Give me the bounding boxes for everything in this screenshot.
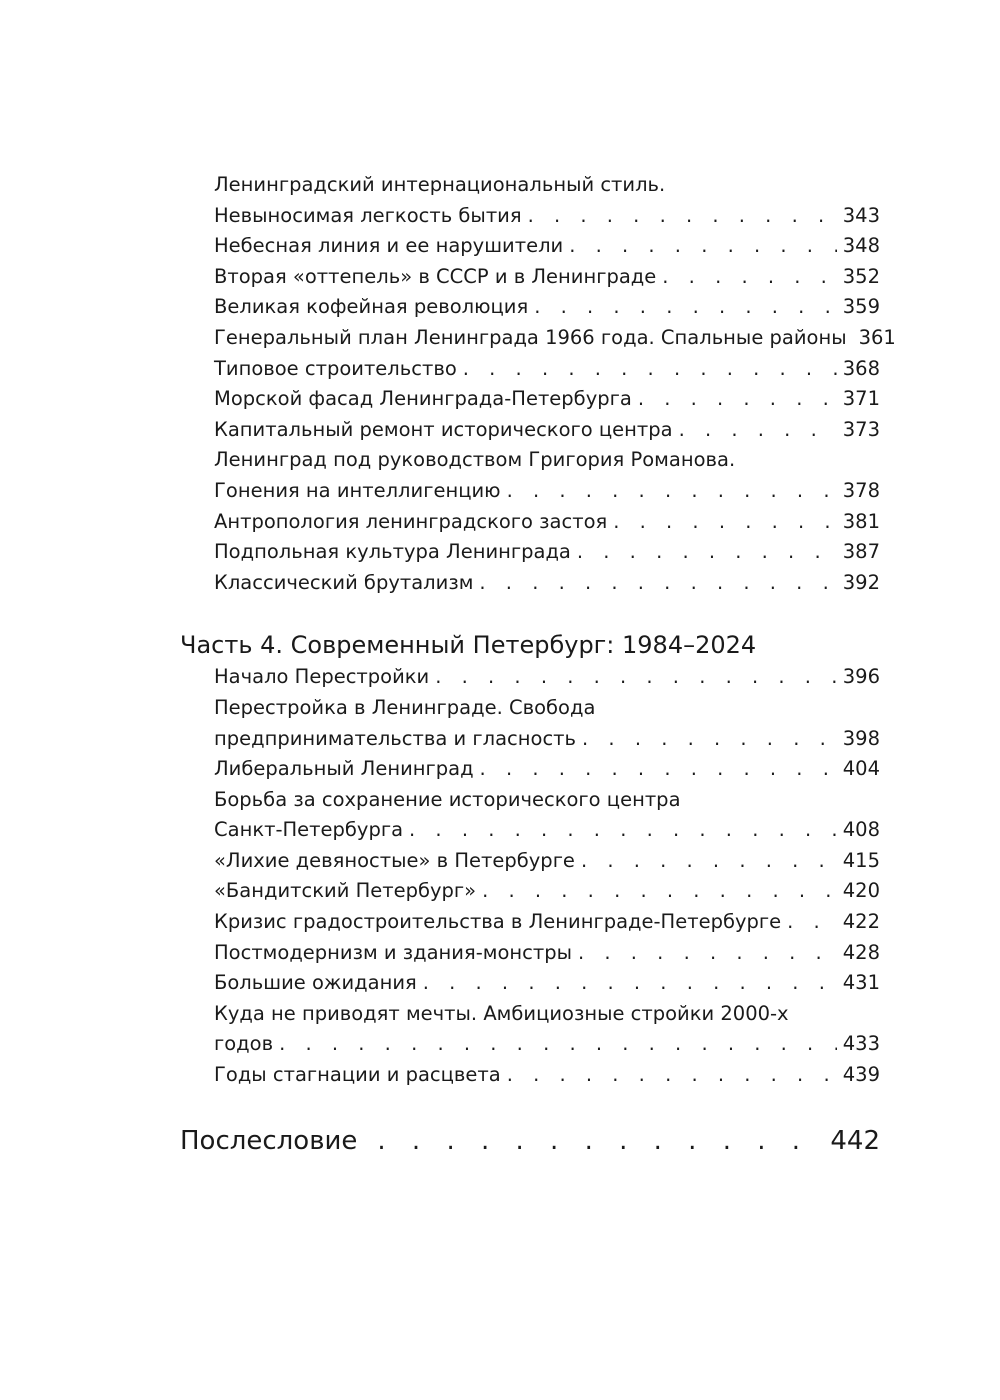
- toc-entry-page: 352: [842, 264, 880, 288]
- toc-entry-title: Ленинградский интернациональный стиль.: [214, 173, 666, 196]
- toc-entry-page: 433: [842, 1032, 880, 1056]
- toc-entry-title: Начало Перестройки: [214, 665, 430, 689]
- toc-entry-page: 348: [842, 234, 880, 258]
- toc-entry: [180, 323, 896, 354]
- toc-entry-page: 428: [842, 940, 880, 964]
- toc-entry-page: 420: [842, 879, 880, 903]
- toc-entry-title: Антропология ленинградского застоя: [214, 509, 608, 533]
- toc-entry-title: Великая кофейная революция: [214, 295, 529, 319]
- toc-entry: [180, 815, 880, 846]
- toc-entry: [180, 1060, 880, 1091]
- toc-entry-page: 371: [842, 387, 880, 411]
- dot-leader: [569, 231, 837, 262]
- toc-entry: [180, 785, 880, 816]
- toc-entry: [180, 938, 880, 969]
- dot-leader: [507, 476, 837, 507]
- part4-entry-list: [180, 662, 880, 1090]
- dot-leader: [534, 292, 837, 323]
- toc-entry-title: Санкт-Петербурга: [214, 818, 404, 842]
- toc-entry: [180, 231, 880, 262]
- dot-leader: [577, 537, 837, 568]
- part3-entry-list: [180, 170, 896, 598]
- dot-leader: [480, 754, 837, 785]
- dot-leader: [578, 938, 837, 969]
- toc-entry-title: Невыносимая легкость бытия: [214, 203, 522, 227]
- toc-entry-title: Перестройка в Ленинграде. Свобода: [214, 695, 596, 719]
- toc-entry: [180, 292, 880, 323]
- toc-entry-page: 378: [842, 478, 880, 502]
- toc-entry-page: 392: [842, 570, 880, 594]
- toc-entry-page: 387: [842, 540, 880, 564]
- toc-entry: [180, 968, 880, 999]
- toc-entry-page: 404: [842, 757, 880, 781]
- afterword-entry: [180, 1121, 880, 1161]
- toc-entry-page: 422: [842, 910, 880, 934]
- dot-leader: [482, 876, 837, 907]
- toc-entry: [180, 262, 880, 293]
- toc-entry-title: Небесная линия и ее нарушители: [214, 234, 564, 258]
- dot-leader: [377, 1121, 824, 1161]
- dot-leader: [507, 1060, 837, 1091]
- toc-entry-page: 431: [842, 971, 880, 995]
- toc-entry: [180, 445, 880, 476]
- toc-entry: [180, 907, 880, 938]
- dot-leader: [662, 262, 836, 293]
- toc-entry-title: Борьба за сохранение исторического центра: [214, 787, 681, 811]
- toc-entry-title: Большие ожидания: [214, 971, 417, 995]
- toc-entry-page: 343: [842, 203, 880, 227]
- toc-entry-title: «Бандитский Петербург»: [214, 879, 477, 903]
- toc-entry: [180, 1029, 880, 1060]
- toc-entry-page: 368: [842, 356, 880, 380]
- dot-leader: [463, 354, 837, 385]
- toc-entry-page: 408: [842, 818, 880, 842]
- toc-entry: [180, 876, 880, 907]
- toc-entry-title: Куда не приводят мечты. Амбициозные стройки 2000-х: [214, 1001, 789, 1025]
- toc-entry: [180, 754, 880, 785]
- toc-entry-title: годов: [214, 1032, 274, 1056]
- toc-entry: [180, 662, 880, 693]
- dot-leader: [679, 415, 837, 446]
- dot-leader: [787, 907, 837, 938]
- toc-entry: [180, 724, 880, 755]
- toc-entry-title: Генеральный план Ленинграда 1966 года. Спальные районы: [214, 325, 847, 349]
- toc-entry: [180, 354, 880, 385]
- table-of-contents: [180, 170, 896, 1161]
- toc-entry: [180, 846, 880, 877]
- toc-entry: [180, 170, 880, 201]
- toc-entry: [180, 568, 880, 599]
- toc-entry: [180, 201, 880, 232]
- toc-entry-page: 361: [858, 325, 896, 349]
- dot-leader: [638, 384, 837, 415]
- toc-entry-page: 415: [842, 848, 880, 872]
- toc-entry-title: Кризис градостроительства в Ленинграде-Петербурге: [214, 910, 782, 934]
- toc-entry-title: Морской фасад Ленинграда-Петербурга: [214, 387, 632, 411]
- toc-entry-page: 439: [842, 1063, 880, 1087]
- dot-leader: [479, 568, 836, 599]
- afterword-page: 442: [830, 1125, 880, 1156]
- toc-entry-title: предпринимательства и гласность: [214, 726, 577, 750]
- toc-entry: [180, 693, 880, 724]
- dot-leader: [409, 815, 837, 846]
- dot-leader: [423, 968, 837, 999]
- toc-entry: [180, 507, 880, 538]
- toc-entry-title: Капитальный ремонт исторического центра: [214, 417, 673, 441]
- toc-entry-title: Вторая «оттепель» в СССР и в Ленинграде: [214, 264, 657, 288]
- toc-entry-title: Классический брутализм: [214, 570, 474, 594]
- toc-entry-title: Подпольная культура Ленинграда: [214, 540, 571, 564]
- toc-entry-page: 396: [842, 665, 880, 689]
- toc-entry-title: Гонения на интеллигенцию: [214, 478, 501, 502]
- dot-leader: [581, 846, 837, 877]
- toc-entry: [180, 476, 880, 507]
- toc-entry: [180, 999, 880, 1030]
- toc-entry-title: Годы стагнации и расцвета: [214, 1063, 501, 1087]
- toc-entry: [180, 415, 880, 446]
- dot-leader: [582, 724, 837, 755]
- toc-entry-title: Либеральный Ленинград: [214, 757, 474, 781]
- part4-heading: Часть 4. Современный Петербург: 1984–2024: [180, 631, 757, 660]
- toc-entry-title: Ленинград под руководством Григория Романова.: [214, 448, 736, 472]
- toc-entry: [180, 537, 880, 568]
- toc-entry-title: «Лихие девяностые» в Петербурге: [214, 848, 575, 872]
- toc-entry-page: 373: [842, 417, 880, 441]
- toc-entry-page: 398: [842, 726, 880, 750]
- afterword-title: Послесловие: [180, 1125, 358, 1156]
- toc-entry-title: Типовое строительство: [214, 356, 457, 380]
- toc-entry-page: 381: [842, 509, 880, 533]
- dot-leader: [528, 201, 837, 232]
- dot-leader: [435, 662, 837, 693]
- toc-entry: [180, 384, 880, 415]
- toc-entry-page: 359: [842, 295, 880, 319]
- dot-leader: [279, 1029, 837, 1060]
- toc-entry-title: Постмодернизм и здания-монстры: [214, 940, 572, 964]
- dot-leader: [613, 507, 837, 538]
